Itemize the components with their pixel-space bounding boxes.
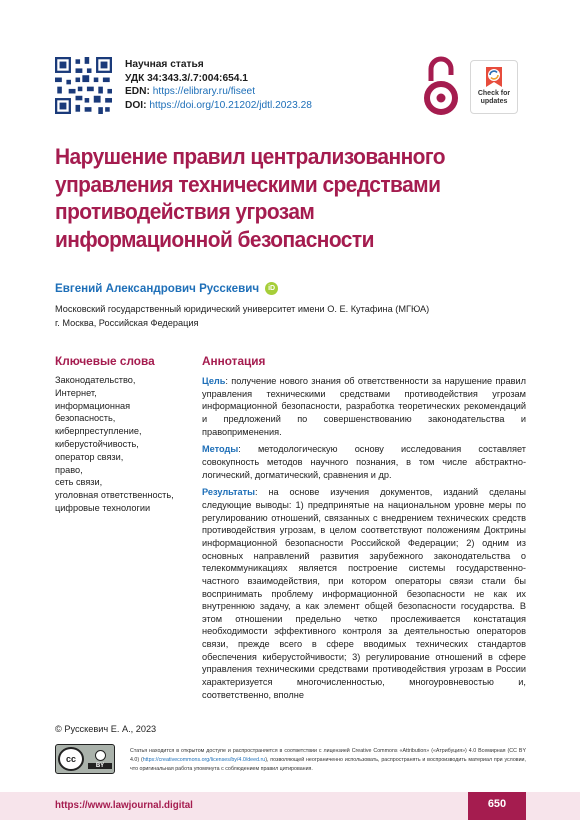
edn-label: EDN: [125,86,150,97]
affiliation [55,303,429,330]
page-number: 650 [468,792,526,820]
abstract-goal [202,375,526,438]
license-text-before: Статья находится в открытом доступе и распространяется в соответствии с лицензией Creative Commons «Attribution» («Атрибуция») 4.0 Всемирная (CC BY 4.0) ( [130,748,526,763]
article-meta [125,58,312,112]
results-text: : на основе изучения документов, изданий сделаны следующие выводы: 1) предпринятые на национальном уровне меры по регулированию отношений, связанных с внедрением технических средств противодействия угрозам, в целом соответствуют положениям Доктрины информационной безопасности Российской Федерации; 2) одним из основных направлений развития зарубежного законодательства о телекоммуникациях является построение системы государственно-частного взаимодействия, при котором операторы связи стали бы воспринимать проблему информационной безопасности не как их внутреннюю задачу, а как элемент общей безопасности государства. В этом отношении предельно четко прослеживается констатация необходимости эффективного контроля за деятельностью операторов связи, прежде всего в сфере вводимых технических стандартов обеспечения киберустойчивости; 3) регулирование отношений в сфере управления техническими средствами противодействия угрозам в России характеризуется многочисленностью, многоуровневостью и, соответственно, вполне [202,487,526,700]
doi-label: DOI: [125,99,147,111]
cc-icon: cc [58,747,84,771]
copyright: © Русскевич Е. А., 2023 [55,724,157,734]
author [55,282,278,295]
keywords-list [55,374,195,515]
keyword-item: киберустойчивость, [55,438,139,449]
license-link[interactable]: https://creativecommons.org/licenses/by/4.0/deed.ru [142,756,266,763]
attribution-icon [95,750,106,761]
abstract-body [202,375,526,706]
keyword-item: уголовная ответственность, [55,490,174,501]
keywords-heading: Ключевые слова [55,354,155,368]
cc-by-badge[interactable] [55,744,115,774]
open-access-icon [421,55,461,117]
keyword-item: Интернет, [55,387,97,398]
doi-line [125,99,312,113]
edn-line [125,85,312,99]
keyword-item: цифровые технологии [55,502,151,513]
affiliation-line1: Московский государственный юридический университет имени О. Е. Кутафина (МГЮА) [55,304,430,314]
by-section [88,750,112,769]
keyword-item: информационная [55,400,131,411]
keyword-item: оператор связи, [55,451,124,462]
journal-url[interactable]: https://www.lawjournal.digital [55,800,193,811]
author-name[interactable]: Евгений Александрович Русскевич [55,282,260,295]
check-updates-line2: updates [480,97,508,105]
by-label: BY [88,763,112,769]
keyword-item: Законодательство, [55,375,136,385]
doi-link[interactable]: https://doi.org/10.21202/jdtl.2023.28 [149,99,312,111]
methods-text: : методологическую основу исследования составляет совокупность методов научного познания, в том числе абстрактно-логический, догматический, сравнения и др. [202,444,526,480]
keyword-item: сеть связи, [55,477,103,488]
orcid-icon[interactable]: iD [265,282,278,295]
affiliation-line2: г. Москва, Российская Федерация [55,317,199,328]
abstract-results [202,486,526,701]
license-text [130,747,526,773]
results-label: Результаты [202,487,255,498]
abstract-methods [202,443,526,481]
goal-text: : получение нового знания об ответственности за нарушение правил управления техническими средствами противодействия угрозам информационной безопасности, разработка теоретических рекомендаций и предложений по совершенствованию законодательства и правоприменения. [202,376,526,437]
methods-label: Методы [202,444,239,455]
edn-link[interactable]: https://elibrary.ru/fiseet [152,86,256,97]
udc-code: УДК 34:343.3/.7:004:654.1 [125,72,248,84]
qr-code [55,57,112,114]
article-type: Научная статья [125,59,204,70]
keyword-item: безопасность, [55,413,116,424]
article-title: Нарушение правил централизованного управления техническими средствами противодействия угрозам информационной безопасности [55,144,445,252]
check-for-updates-button[interactable] [470,60,518,114]
abstract-heading: Аннотация [202,354,266,368]
check-updates-line1: Check for [477,90,511,97]
keyword-item: право, [55,464,83,475]
license-text-after: ), позволяющей неограниченно использовать, распространять и воспроизводить материал при условии, что оригинальная работа упомянута с соблюдением правил цитирования. [130,756,526,772]
keyword-item: киберпреступление, [55,426,142,437]
check-updates-icon [483,65,505,89]
goal-label: Цель [202,376,226,386]
